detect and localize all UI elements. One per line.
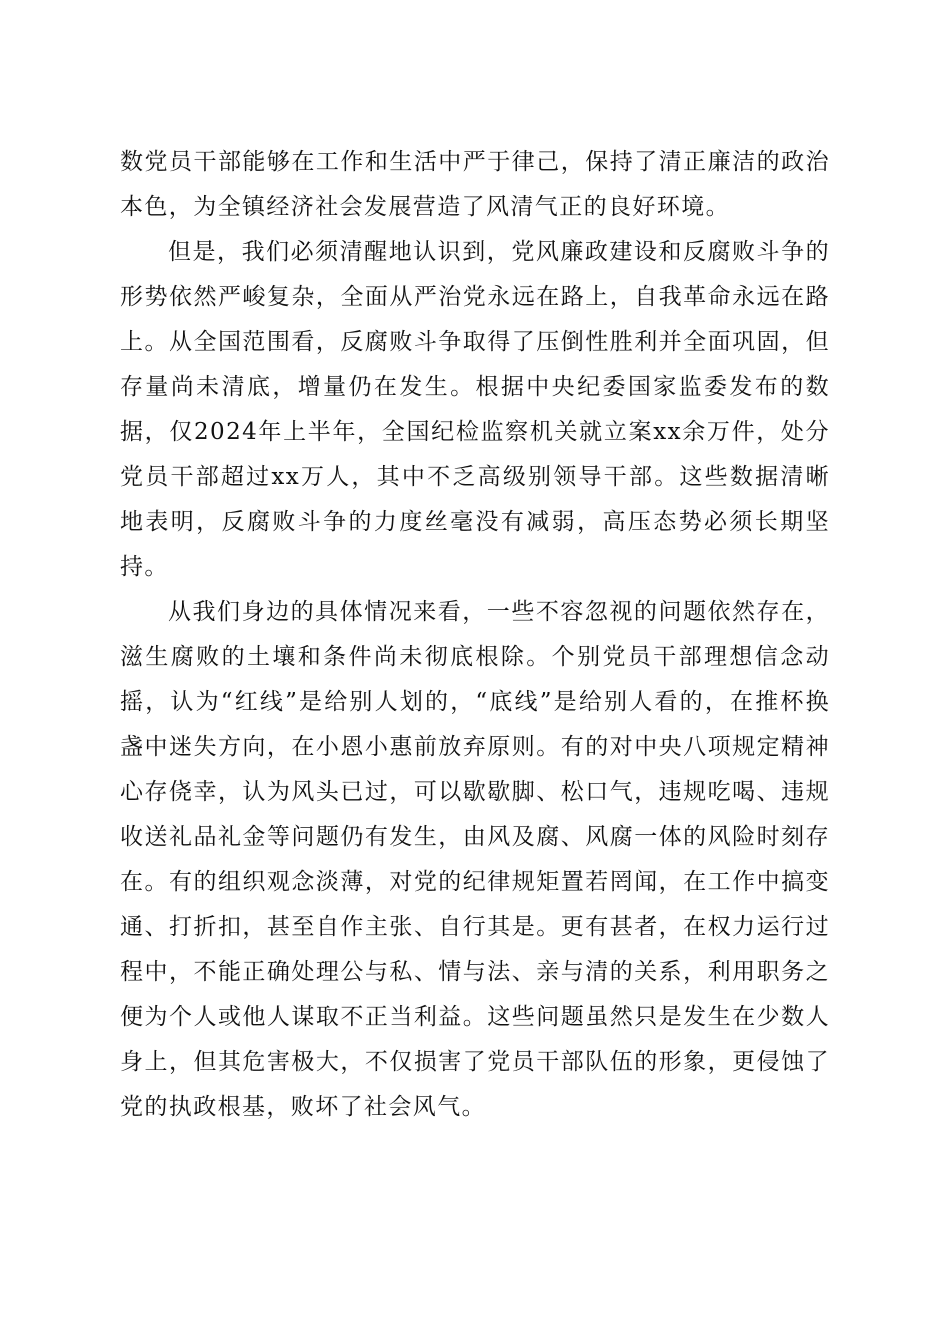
document-body: [120, 140, 830, 1130]
paragraph-local-problems: 从我们身边的具体情况来看，一些不容忽视的问题依然存在，滋生腐败的土壤和条件尚未彻底根除。个别党员干部理想信念动摇，认为“红线”是给别人划的，“底线”是给别人看的，在推杯换盏中迷失方向，在小恩小惠前放弃原则。有的对中央八项规定精神心存侥幸，认为风头已过，可以歇歇脚、松口气，违规吃喝、违规收送礼品礼金等问题仍有发生，由风及腐、风腐一体的风险时刻存在。有的组织观念淡薄，对党的纪律规矩置若罔闻，在工作中搞变通、打折扣，甚至自作主张、自行其是。更有甚者，在权力运行过程中，不能正确处理公与私、情与法、亲与清的关系，利用职务之便为个人或他人谋取不正当利益。这些问题虽然只是发生在少数人身上，但其危害极大，不仅损害了党员干部队伍的形象，更侵蚀了党的执政根基，败坏了社会风气。: [120, 599, 830, 1120]
paragraph-anticorruption-situation: 但是，我们必须清醒地认识到，党风廉政建设和反腐败斗争的形势依然严峻复杂，全面从严治党永远在路上，自我革命永远在路上。从全国范围看，反腐败斗争取得了压倒性胜利并全面巩固，但存量尚未清底，增量仍在发生。根据中央纪委国家监委发布的数据，仅2024年上半年，全国纪检监察机关就立案xx余万件，处分党员干部超过xx万人，其中不乏高级别领导干部。这些数据清晰地表明，反腐败斗争的力度丝毫没有减弱，高压态势必须长期坚持。: [120, 239, 830, 580]
paragraph-continuation: 数党员干部能够在工作和生活中严于律己，保持了清正廉洁的政治本色，为全镇经济社会发展营造了风清气正的良好环境。: [120, 149, 830, 220]
